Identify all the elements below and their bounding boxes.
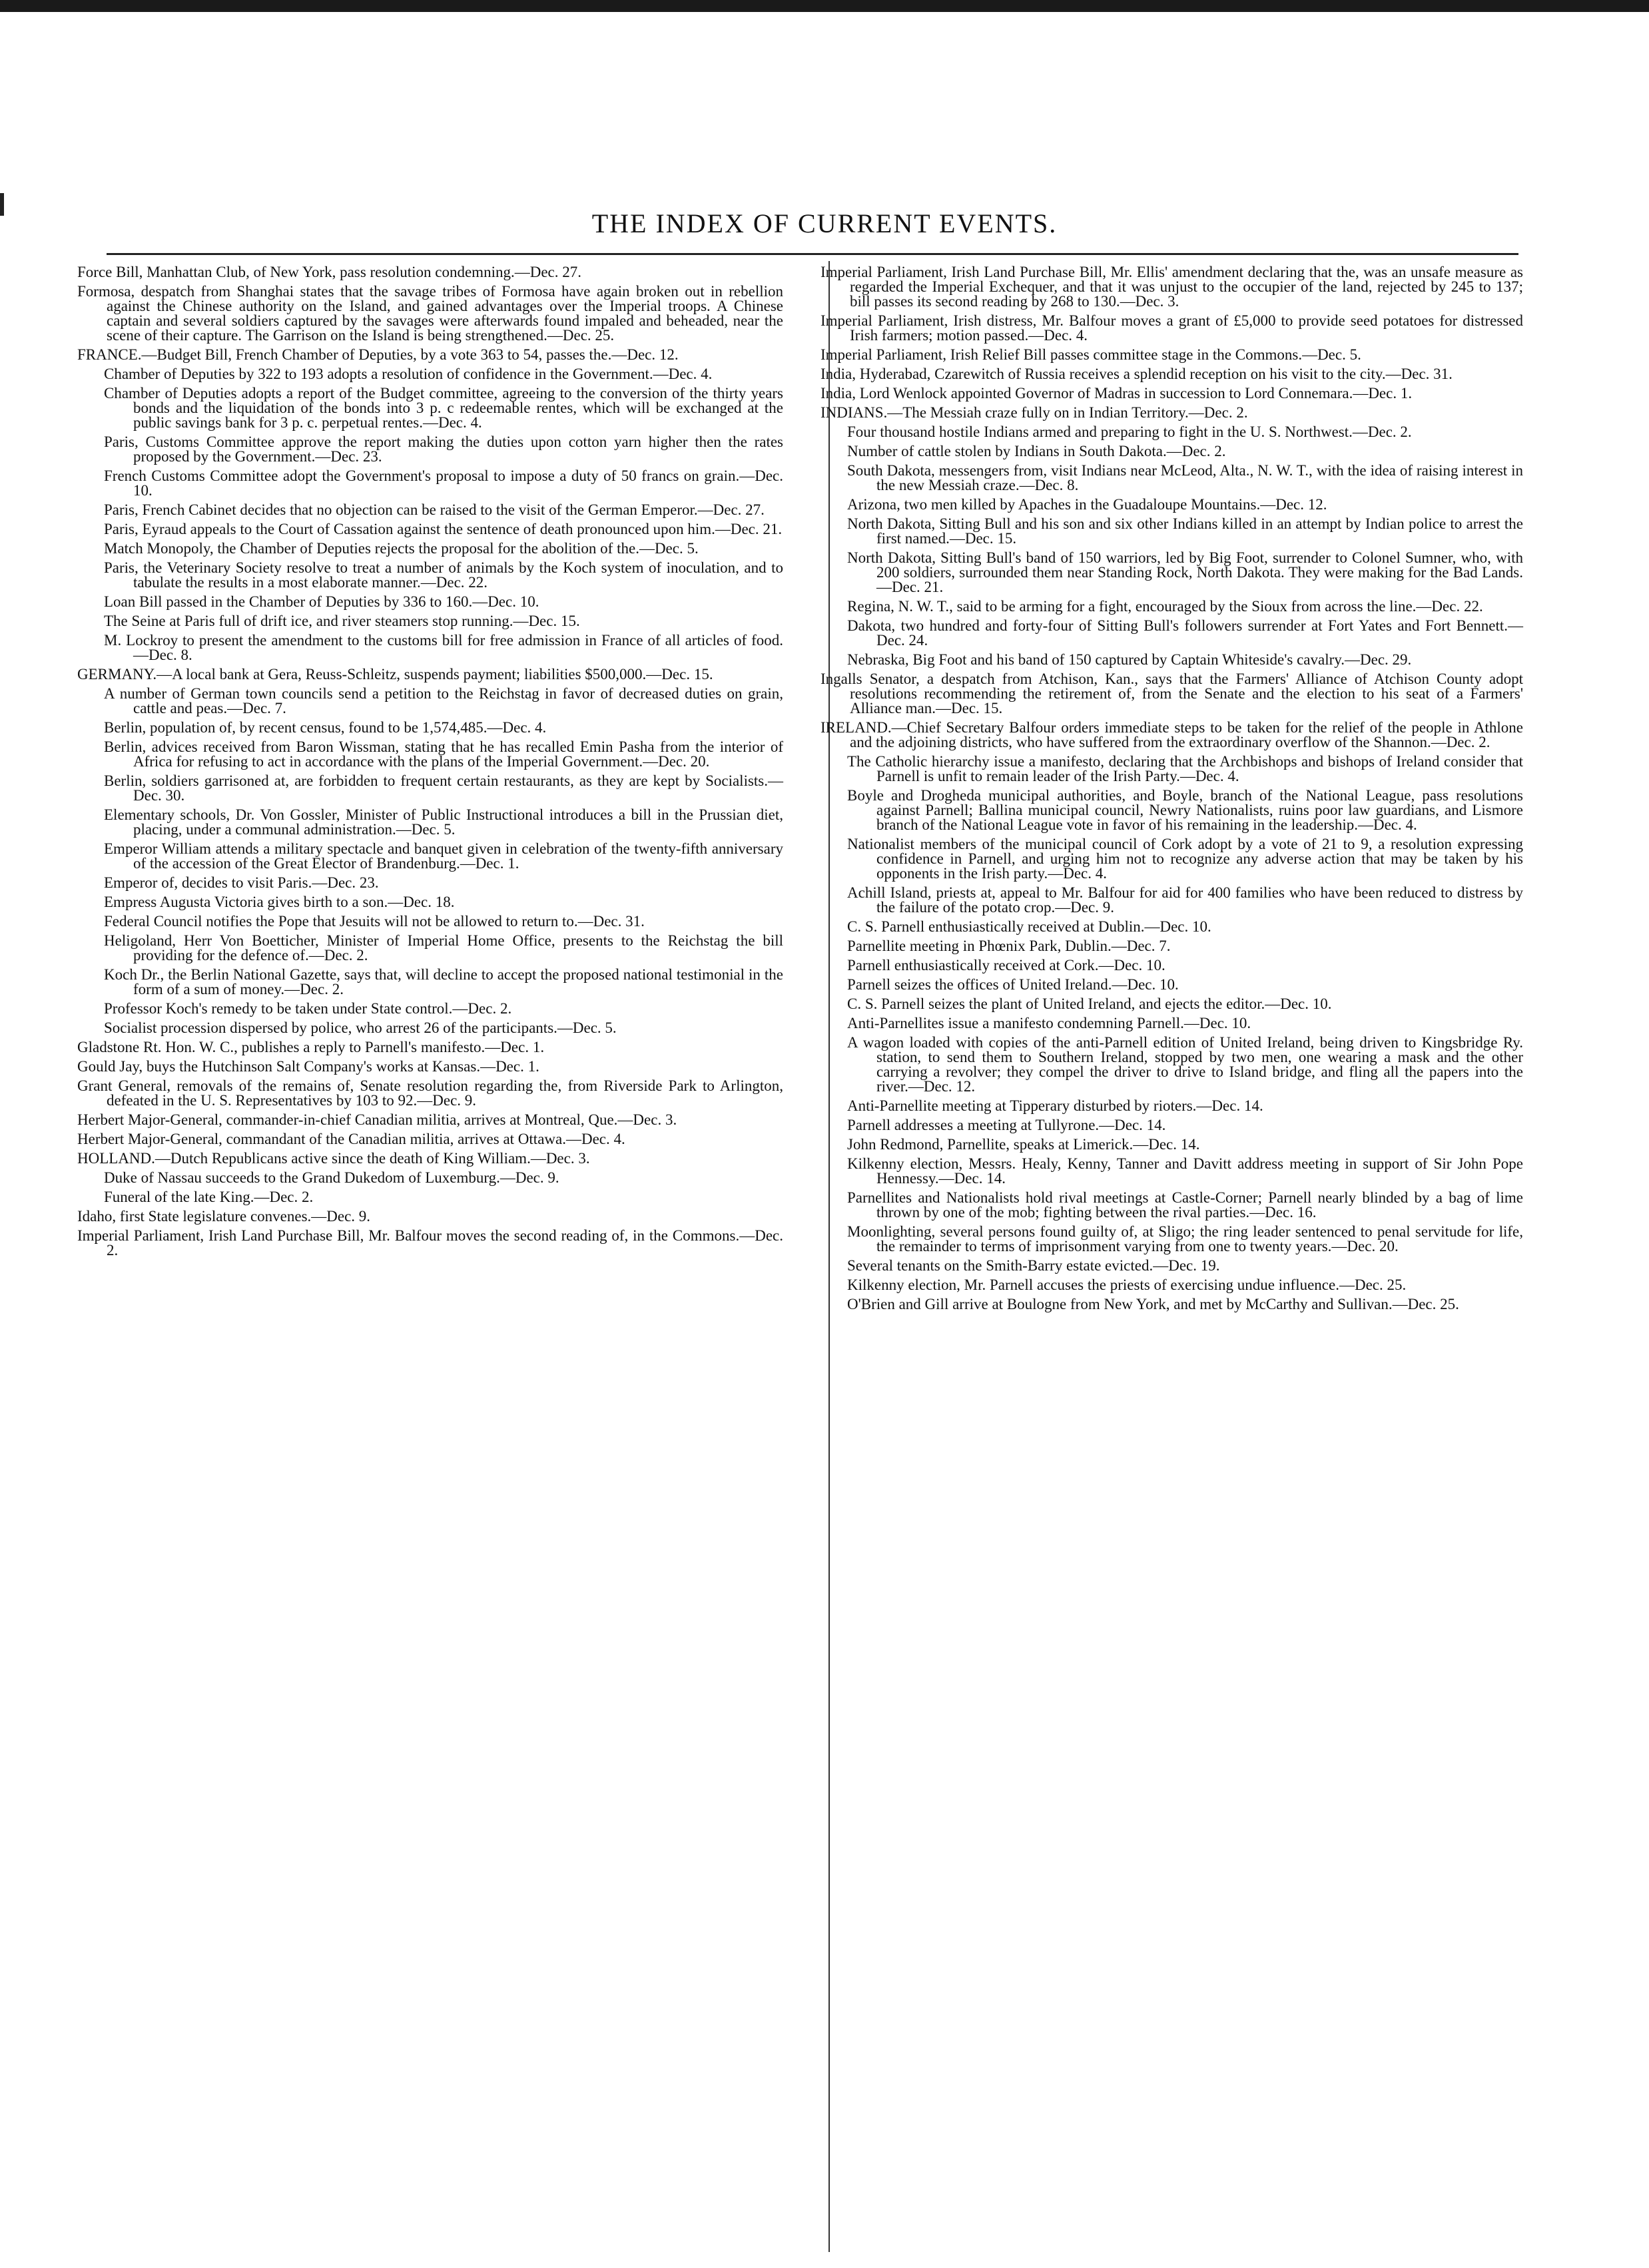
index-entry: Koch Dr., the Berlin National Gazette, says that, will decline to accept the proposed national testimonial in the form of a sum of money.—Dec. 2. [104,966,783,997]
title-rule [107,253,1518,255]
index-entry: The Seine at Paris full of drift ice, and river steamers stop running.—Dec. 15. [104,613,580,629]
index-entry: French Customs Committee adopt the Government's proposal to impose a duty of 50 francs on grain.—Dec. 10. [104,467,783,499]
index-entry: Moonlighting, several persons found guilty of, at Sligo; the ring leader sentenced to penal servitude for life, the remainder to terms of imprisonment varying from one to twenty years.—Dec. 20. [847,1223,1523,1255]
index-entry: Four thousand hostile Indians armed and preparing to fight in the U. S. Northwest.—Dec. 2. [847,424,1412,440]
index-entry: Kilkenny election, Mr. Parnell accuses the priests of exercising undue influence.—Dec. 25. [847,1276,1407,1293]
index-entry: Parnell seizes the offices of United Ireland.—Dec. 10. [847,976,1179,993]
index-entry: Anti-Parnellites issue a manifesto condemning Parnell.—Dec. 10. [847,1015,1251,1031]
index-entry: Regina, N. W. T., said to be arming for a fight, encouraged by the Sioux from across the line.—Dec. 22. [847,598,1483,615]
index-entry: Parnellites and Nationalists hold rival meetings at Castle-Corner; Parnell nearly blinded by a bag of lime thrown by one of the mob; fighting between the rival parties.—Dec. 16. [847,1189,1523,1221]
index-entry: INDIANS.—The Messiah craze fully on in Indian Territory.—Dec. 2. [821,404,1248,421]
index-entry: John Redmond, Parnellite, speaks at Limerick.—Dec. 14. [847,1136,1200,1153]
index-entry: Idaho, first State legislature convenes.—Dec. 9. [77,1208,371,1225]
index-entry: Gould Jay, buys the Hutchinson Salt Company's works at Kansas.—Dec. 1. [77,1058,539,1075]
index-entry: Paris, the Veterinary Society resolve to treat a number of animals by the Koch system of inoculation, and to tabulate the results in a most elaborate manner.—Dec. 22. [104,559,783,591]
index-entry: Dakota, two hundred and forty-four of Sitting Bull's followers surrender at Fort Yates and Fort Bennett.—Dec. 24. [847,617,1523,649]
index-entry: Chamber of Deputies by 322 to 193 adopts a resolution of confidence in the Government.—Dec. 4. [104,366,713,382]
index-entry: Force Bill, Manhattan Club, of New York, pass resolution condemning.—Dec. 27. [77,264,581,280]
index-entry: Arizona, two men killed by Apaches in the Guadaloupe Mountains.—Dec. 12. [847,496,1327,513]
index-entry: Boyle and Drogheda municipal authorities, and Boyle, branch of the National League, pass resolutions against Parnell; Ballina municipal council, Newry Nationalists, ruins poor law guardians, and Lismore branch of the National League vote in favor of his remaining in the leadership.—Dec. 4. [847,787,1523,833]
index-entry: Formosa, despatch from Shanghai states that the savage tribes of Formosa have again broken out in rebellion against the Chinese authority on the Island, and gained advantages over the Imperial troops. A Chinese captain and several soldiers captured by the savages were afterwards found impaled and beheaded, near the scene of their capture. The Garrison on the Island is being strengthened.—Dec. 25. [77,283,783,344]
index-entry: Nebraska, Big Foot and his band of 150 captured by Captain Whiteside's cavalry.—Dec. 29. [847,651,1412,668]
index-entry: Chamber of Deputies adopts a report of the Budget committee, agreeing to the conversion of the thirty years bonds and the liquidation of the bonds into 3 p. c redeemable rentes, which will be exchanged at the public savings bank for 3 p. c. perpetual rentes.—Dec. 4. [104,385,783,431]
right-column [821,265,1523,1316]
index-entry: India, Hyderabad, Czarewitch of Russia receives a splendid reception on his visit to the city.—Dec. 31. [821,366,1453,382]
index-entry: Emperor of, decides to visit Paris.—Dec. 23. [104,874,379,891]
index-entry: Herbert Major-General, commandant of the Canadian militia, arrives at Ottawa.—Dec. 4. [77,1131,625,1147]
index-entry: C. S. Parnell seizes the plant of United Ireland, and ejects the editor.—Dec. 10. [847,995,1332,1012]
index-entry: GERMANY.—A local bank at Gera, Reuss-Schleitz, suspends payment; liabilities $500,000.—Dec. 15. [77,666,713,683]
index-entry: Duke of Nassau succeeds to the Grand Dukedom of Luxemburg.—Dec. 9. [104,1169,559,1186]
index-entry: Anti-Parnellite meeting at Tipperary disturbed by rioters.—Dec. 14. [847,1097,1263,1114]
index-entry: Empress Augusta Victoria gives birth to a son.—Dec. 18. [104,894,455,910]
index-entry: HOLLAND.—Dutch Republicans active since the death of King William.—Dec. 3. [77,1150,590,1167]
index-entry: Kilkenny election, Messrs. Healy, Kenny, Tanner and Davitt address meeting in support of Sir John Pope Hennessy.—Dec. 14. [847,1155,1523,1187]
index-entry: Loan Bill passed in the Chamber of Deputies by 336 to 160.—Dec. 10. [104,593,539,610]
index-entry: C. S. Parnell enthusiastically received at Dublin.—Dec. 10. [847,918,1211,935]
index-entry: A wagon loaded with copies of the anti-Parnell edition of United Ireland, being driven to Kingsbridge Ry. station, to send them to Southern Ireland, stopped by two men, one wearing a mask and the other carrying a revolver; they compel the driver to drive to Island bridge, and fling all the papers into the river.—Dec. 12. [847,1034,1523,1095]
index-entry: Parnellite meeting in Phœnix Park, Dublin.—Dec. 7. [847,938,1171,954]
index-entry: Elementary schools, Dr. Von Gossler, Minister of Public Instructional introduces a bill in the Prussian diet, placing, under a communal administration.—Dec. 5. [104,806,783,838]
index-entry: Professor Koch's remedy to be taken under State control.—Dec. 2. [104,1000,512,1017]
index-entry: Several tenants on the Smith-Barry estate evicted.—Dec. 19. [847,1257,1220,1274]
index-entry: FRANCE.—Budget Bill, French Chamber of Deputies, by a vote 363 to 54, passes the.—Dec. 12. [77,346,679,363]
index-entry: Paris, Customs Committee approve the report making the duties upon cotton yarn higher then the rates proposed by the Government.—Dec. 23. [104,433,783,465]
index-entry: Federal Council notifies the Pope that Jesuits will not be allowed to return to.—Dec. 31. [104,913,645,930]
top-border [0,0,1649,12]
index-entry: Imperial Parliament, Irish Relief Bill passes committee stage in the Commons.—Dec. 5. [821,346,1361,363]
left-column [77,265,783,1263]
index-entry: Ingalls Senator, a despatch from Atchison, Kan., says that the Farmers' Alliance of Atchison County adopt resolutions recommending the retirement of, from the Senate and the election to his seat of a Farmers' Alliance man.—Dec. 15. [821,671,1523,716]
index-entry: Grant General, removals of the remains of, Senate resolution regarding the, from Riverside Park to Arlington, defeated in the U. S. Representatives by 103 to 92.—Dec. 9. [77,1077,783,1109]
page-title: THE INDEX OF CURRENT EVENTS. [591,208,1058,238]
index-entry: Socialist procession dispersed by police, who arrest 26 of the participants.—Dec. 5. [104,1019,617,1036]
index-entry: Match Monopoly, the Chamber of Deputies rejects the proposal for the abolition of the.—Dec. 5. [104,540,699,557]
index-entry: Nationalist members of the municipal council of Cork adopt by a vote of 21 to 9, a resolution expressing confidence in Parnell, and urging him not to recognize any adverse action that may be taken by his opponents in the Irish party.—Dec. 4. [847,836,1523,882]
index-entry: Berlin, advices received from Baron Wissman, stating that he has recalled Emin Pasha from the interior of Africa for refusing to act in accordance with the plans of the Imperial Government.—Dec. 20. [104,738,783,770]
index-entry: Number of cattle stolen by Indians in South Dakota.—Dec. 2. [847,443,1226,459]
index-entry: The Catholic hierarchy issue a manifesto, declaring that the Archbishops and bishops of Ireland consider that Parnell is unfit to remain leader of the Irish Party.—Dec. 4. [847,753,1523,784]
index-entry: Imperial Parliament, Irish Land Purchase Bill, Mr. Ellis' amendment declaring that the, was an unsafe measure as regarded the Imperial Exchequer, and that it was unjust to the occupier of the land, rejected by 245 to 137; bill passes its second reading by 268 to 130.—Dec. 3. [821,264,1523,310]
index-entry: North Dakota, Sitting Bull's band of 150 warriors, led by Big Foot, surrender to Colonel Sumner, who, with 200 soldiers, surrounded them near Standing Rock, North Dakota. They were making for the Bad Lands.—Dec. 21. [847,549,1523,595]
index-entry: Parnell addresses a meeting at Tullyrone.—Dec. 14. [847,1117,1166,1133]
index-entry: A number of German town councils send a petition to the Reichstag in favor of decreased duties on grain, cattle and peas.—Dec. 7. [104,685,783,716]
index-entry: Imperial Parliament, Irish Land Purchase Bill, Mr. Balfour moves the second reading of, in the Commons.—Dec. 2. [77,1227,783,1259]
index-entry: Parnell enthusiastically received at Cork.—Dec. 10. [847,957,1165,974]
index-entry: Emperor William attends a military spectacle and banquet given in celebration of the twenty-fifth anniversary of the accession of the Great Elector of Brandenburg.—Dec. 1. [104,840,783,872]
index-entry: India, Lord Wenlock appointed Governor of Madras in succession to Lord Connemara.—Dec. 1. [821,385,1413,402]
index-entry: South Dakota, messengers from, visit Indians near McLeod, Alta., N. W. T., with the idea of raising interest in the new Messiah craze.—Dec. 8. [847,462,1523,493]
index-entry: Gladstone Rt. Hon. W. C., publishes a reply to Parnell's manifesto.—Dec. 1. [77,1039,545,1055]
index-entry: Herbert Major-General, commander-in-chief Canadian militia, arrives at Montreal, Que.—Dec. 3. [77,1111,677,1128]
index-entry: Imperial Parliament, Irish distress, Mr. Balfour moves a grant of £5,000 to provide seed potatoes for distressed Irish farmers; motion passed.—Dec. 4. [821,312,1523,344]
index-entry: Paris, Eyraud appeals to the Court of Cassation against the sentence of death pronounced upon him.—Dec. 21. [104,521,783,537]
index-entry: Funeral of the late King.—Dec. 2. [104,1189,314,1205]
index-entry: Berlin, soldiers garrisoned at, are forbidden to frequent certain restaurants, as they are kept by Socialists.—Dec. 30. [104,772,783,804]
index-entry: Paris, French Cabinet decides that no objection can be raised to the visit of the German Emperor.—Dec. 27. [104,501,765,518]
index-entry: M. Lockroy to present the amendment to the customs bill for free admission in France of all articles of food.—Dec. 8. [104,632,783,663]
index-entry: Berlin, population of, by recent census, found to be 1,574,485.—Dec. 4. [104,719,547,736]
index-entry: North Dakota, Sitting Bull and his son and six other Indians killed in an attempt by Indian police to arrest the first named.—Dec. 15. [847,515,1523,547]
index-entry: IRELAND.—Chief Secretary Balfour orders immediate steps to be taken for the relief of the people in Athlone and the adjoining districts, who have suffered from the extraordinary overflow of the Shannon.—Dec. 2. [821,719,1523,750]
index-entry: Heligoland, Herr Von Boetticher, Minister of Imperial Home Office, presents to the Reichstag the bill providing for the defence of.—Dec. 2. [104,932,783,964]
index-entry: Achill Island, priests at, appeal to Mr. Balfour for aid for 400 families who have been reduced to distress by the failure of the potato crop.—Dec. 9. [847,884,1523,916]
index-entry: O'Brien and Gill arrive at Boulogne from New York, and met by McCarthy and Sullivan.—Dec. 25. [847,1296,1459,1312]
